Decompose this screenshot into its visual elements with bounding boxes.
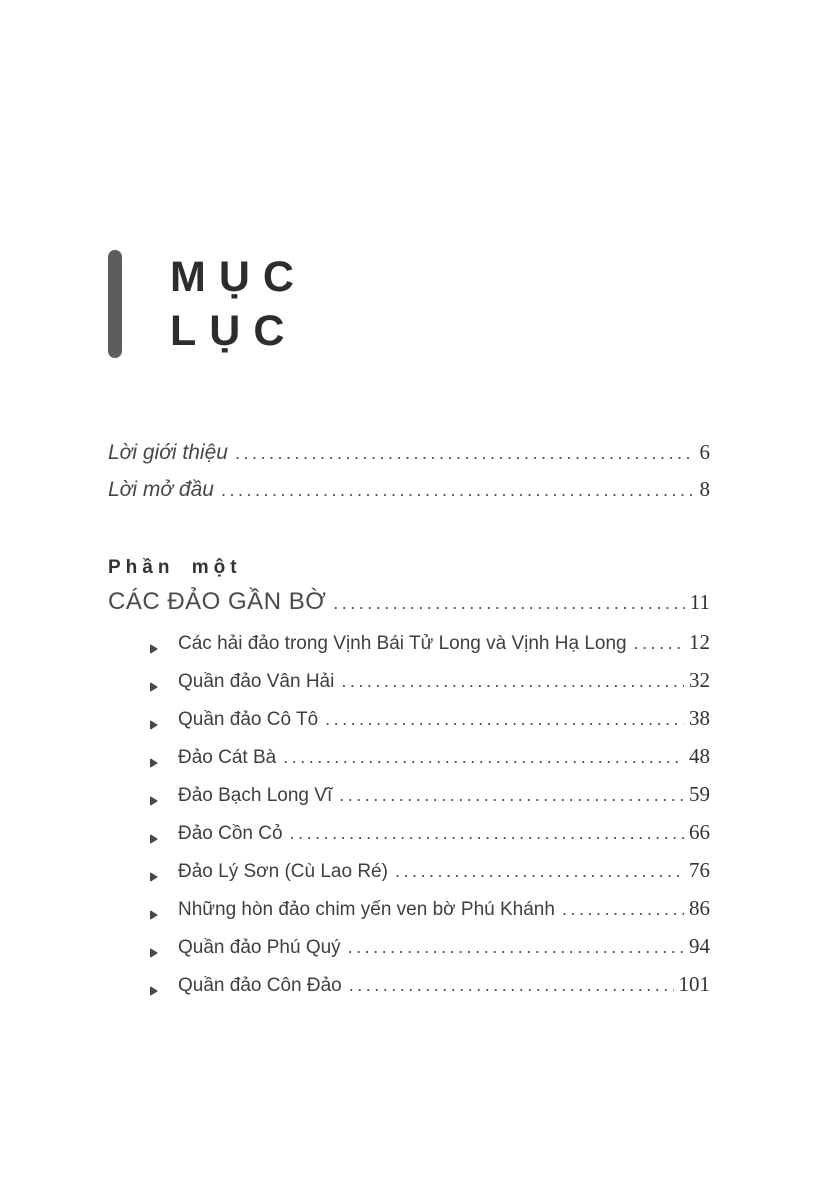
toc-entry (108, 858, 710, 896)
toc-entry-page: 94 (689, 934, 710, 958)
toc-entry-page: 38 (689, 706, 710, 730)
dot-leader (348, 937, 684, 958)
toc-entry-page: 59 (689, 782, 710, 806)
dot-leader (341, 671, 684, 692)
toc-entry-label: Đảo Cồn Cỏ (178, 823, 283, 844)
toc-entry-page: 86 (689, 896, 710, 920)
toc-entry (108, 744, 710, 782)
toc-entry-page: 48 (689, 744, 710, 768)
toc-entry-label: Lời mở đầu (108, 478, 214, 501)
toc-entry (108, 706, 710, 744)
toc-entry-page: 6 (699, 440, 710, 464)
part-kicker: Phần một (108, 557, 242, 578)
toc-entry (108, 630, 710, 668)
toc-entry (108, 820, 710, 858)
page-title (170, 250, 307, 358)
toc-entry (108, 668, 710, 706)
page-title-line1: MỤC (170, 253, 307, 301)
toc-entry-page: 101 (678, 972, 710, 996)
chapter-list (108, 630, 710, 1010)
dot-leader (333, 593, 684, 614)
page-title-block (108, 250, 710, 358)
dot-leader (283, 747, 684, 768)
toc-entry (108, 440, 710, 477)
triangle-bullet-icon (150, 720, 158, 730)
toc-entry-label: Quần đảo Vân Hải (178, 671, 335, 692)
toc-entry-page: 8 (699, 477, 710, 501)
dot-leader (221, 480, 695, 501)
toc-entry-label: Quần đảo Côn Đảo (178, 975, 342, 996)
toc-entry (108, 972, 710, 1010)
dot-leader (235, 443, 695, 464)
triangle-bullet-icon (150, 910, 158, 920)
dot-leader (325, 709, 684, 730)
page-title-line2: LỤC (170, 307, 298, 355)
toc-entry-page: 32 (689, 668, 710, 692)
part-title: CÁC ĐẢO GẦN BỜ (108, 588, 327, 615)
toc-entry (108, 477, 710, 514)
triangle-bullet-icon (150, 796, 158, 806)
toc-entry-label: Quần đảo Cô Tô (178, 709, 319, 730)
toc-entry-label: Đảo Lý Sơn (Cù Lao Ré) (178, 861, 388, 882)
dot-leader (634, 633, 684, 654)
triangle-bullet-icon (150, 644, 158, 654)
toc-entry-page: 66 (689, 820, 710, 844)
toc-entry-label: Đảo Bạch Long Vĩ (178, 785, 333, 806)
triangle-bullet-icon (150, 682, 158, 692)
toc-entry-label: Lời giới thiệu (108, 441, 228, 464)
part-title-page: 11 (689, 590, 710, 614)
dot-leader (290, 823, 684, 844)
triangle-bullet-icon (150, 986, 158, 996)
toc-entry-label: Những hòn đảo chim yến ven bờ Phú Khánh (178, 899, 555, 920)
front-matter-section (108, 440, 710, 514)
toc-entry-label: Đảo Cát Bà (178, 747, 277, 768)
triangle-bullet-icon (150, 758, 158, 768)
toc-entry-label: Các hải đảo trong Vịnh Bái Tử Long và Vịnh Hạ Long (178, 633, 627, 654)
toc-entry (108, 782, 710, 820)
toc-entry (108, 896, 710, 934)
triangle-bullet-icon (150, 834, 158, 844)
toc-entry-label: Quần đảo Phú Quý (178, 937, 341, 958)
toc-entry-page: 76 (689, 858, 710, 882)
triangle-bullet-icon (150, 872, 158, 882)
accent-bar (108, 250, 122, 358)
dot-leader (349, 975, 674, 996)
dot-leader (395, 861, 684, 882)
part-title-row (108, 588, 710, 618)
triangle-bullet-icon (150, 948, 158, 958)
toc-entry-page: 12 (689, 630, 710, 654)
dot-leader (562, 899, 684, 920)
toc-entry (108, 934, 710, 972)
dot-leader (339, 785, 684, 806)
